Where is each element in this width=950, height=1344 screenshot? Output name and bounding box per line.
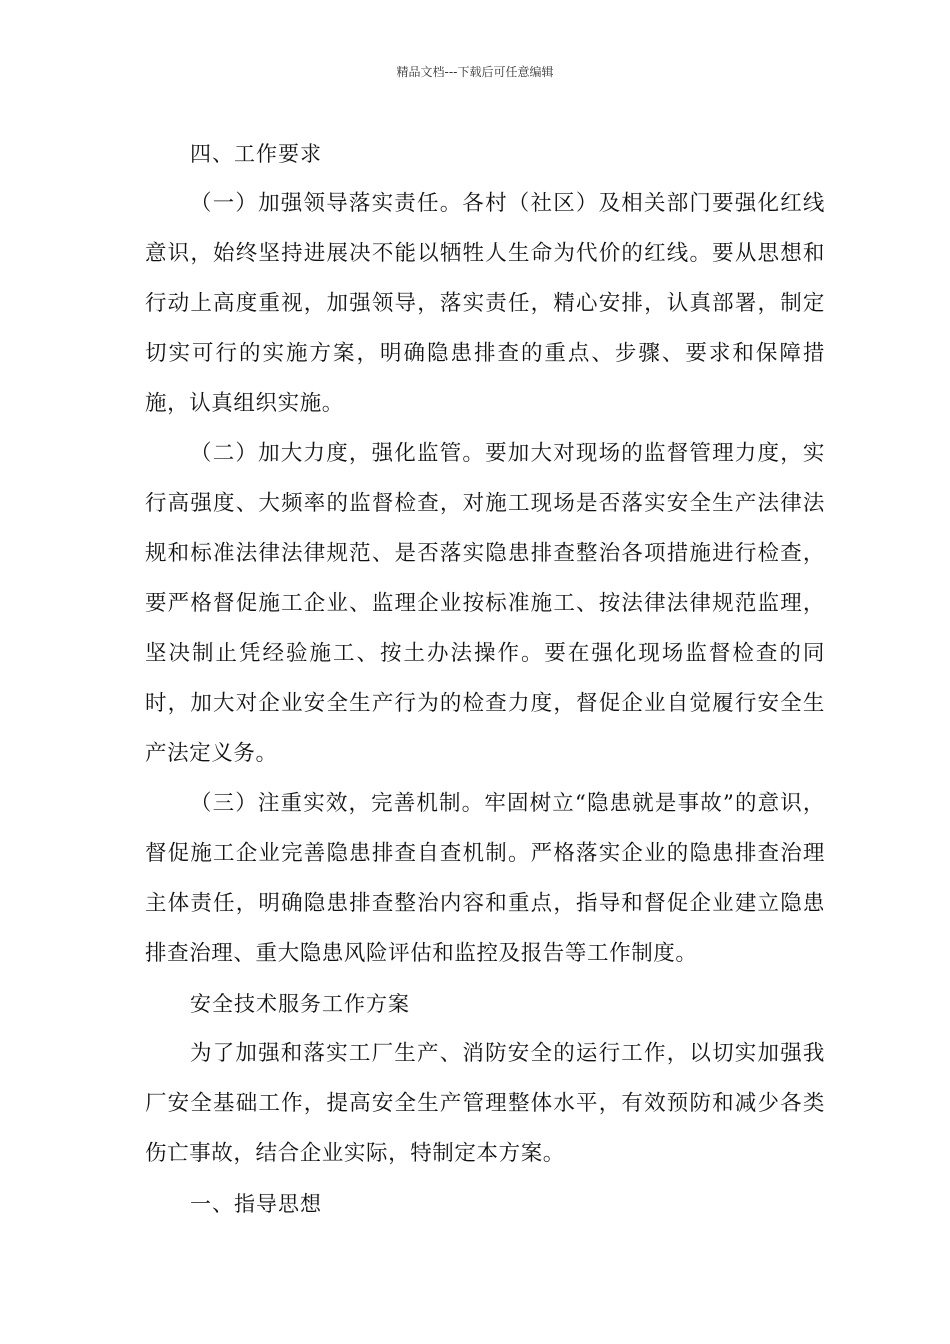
page-header: 精品文档---下载后可任意编辑 [396,65,554,79]
section-heading-guiding-ideology: 一、指导思想 [190,1192,322,1216]
section-heading-work-requirements: 四、工作要求 [190,142,322,166]
paragraph-strengthen-supervision: （二）加大力度，强化监管。要加大对现场的监督管理力度，实行高强度、大频率的监督检查，对施工现场是否落实安全生产法律法规和标准法律法律规范、是否落实隐患排查整治各项措施进行检查，要严格督促施工企业、监理企业按标准施工、按法律法律规范监理，坚决制止凭经验施工、按土办法操作。要在强化现场监督检查的同时，加大对企业安全生产行为的检查力度，督促企业自觉履行安全生产法定义务。 [145,441,825,766]
paragraph-leadership-responsibility: （一）加强领导落实责任。各村（社区）及相关部门要强化红线意识，始终坚持进展决不能以牺牲人生命为代价的红线。要从思想和行动上高度重视，加强领导，落实责任，精心安排，认真部署，制定切实可行的实施方案，明确隐患排查的重点、步骤、要求和保障措施，认真组织实施。 [145,191,825,416]
paragraph-improve-mechanism: （三）注重实效，完善机制。牢固树立“隐患就是事故”的意识，督促施工企业完善隐患排查自查机制。严格落实企业的隐患排查治理主体责任，明确隐患排查整治内容和重点，指导和督促企业建立隐患排查治理、重大隐患风险评估和监控及报告等工作制度。 [145,791,825,966]
document-body [145,129,825,1229]
plan-title: 安全技术服务工作方案 [190,992,410,1016]
paragraph-plan-intro: 为了加强和落实工厂生产、消防安全的运行工作，以切实加强我厂安全基础工作，提高安全生产管理整体水平，有效预防和减少各类伤亡事故，结合企业实际，特制定本方案。 [145,1041,825,1166]
